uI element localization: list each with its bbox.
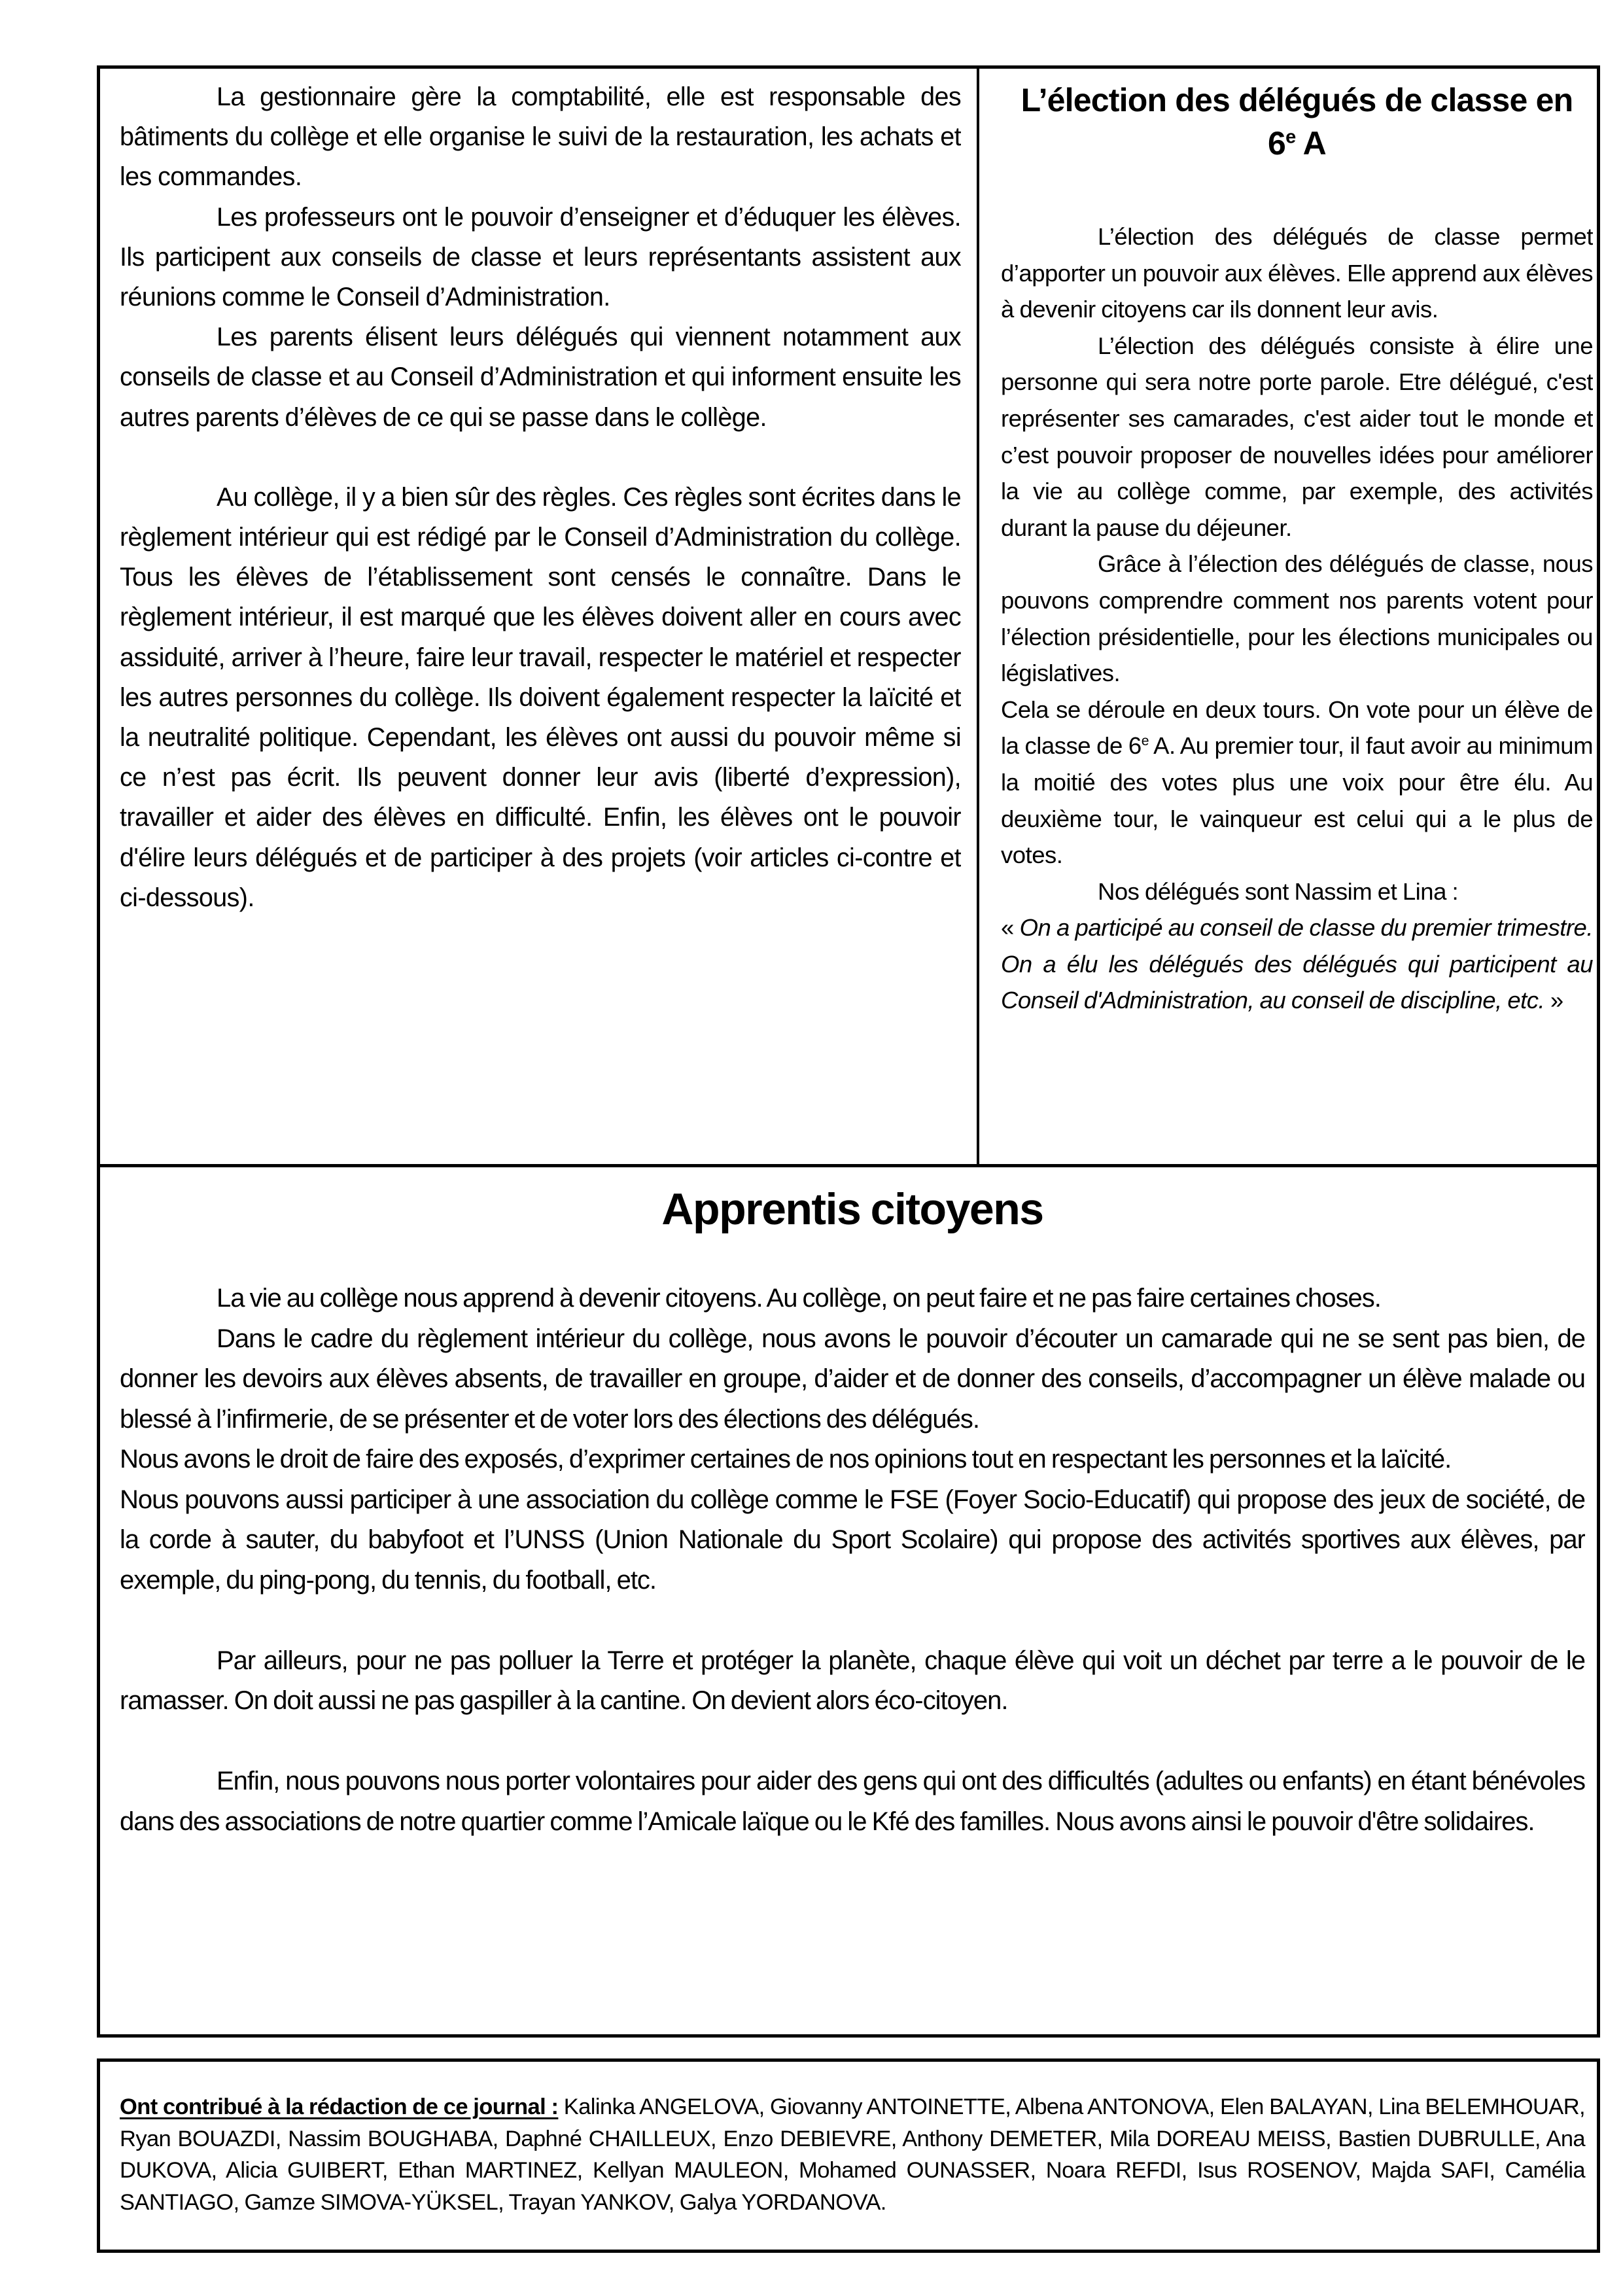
paragraph-gestionnaire: La gestionnaire gère la comptabilité, elle est responsable des bâtiments du collège et elle organise le suivi de la restauration, les achats et les commandes. [120, 82, 961, 192]
paragraph-regles: Au collège, il y a bien sûr des règles. Ces règles sont écrites dans le règlement intérieur qui est rédigé par le Conseil d’Administration du collège. Tous les élèves de l’établissement sont censés le connaître. Dans le règlement intérieur, il est marqué que les élèves doivent aller en cours avec assiduité, arriver à l’heure, faire leur travail, respecter le matériel et respecter les autres personnes du collège. Ils doivent également respecter la laïcité et la neutralité politique. Cependant, les élèves ont aussi du pouvoir même si ce n’est pas écrit. Ils peuvent donner leur avis (liberté d’expression), travailler et aider des élèves en difficulté. Enfin, les élèves ont le pouvoir d'élire leurs délégués et de participer à des projets (voir articles ci-contre et ci-dessous). [120, 482, 961, 912]
article-title: Apprentis citoyens [661, 1184, 1043, 1234]
text: Cela se déroule en deux tours. On vote pour un élève de la classe de 6 [1001, 696, 1593, 760]
title-grade: 6 [1268, 125, 1286, 162]
title-class: A [1295, 125, 1326, 162]
paragraph-deux-tours [1001, 692, 1593, 874]
article-election-delegues [1001, 77, 1593, 1163]
paragraph-spacer [120, 1600, 1585, 1641]
paragraph-nos-delegues: Nos délégués sont Nassim et Lina : [1098, 877, 1459, 905]
article-title [1001, 79, 1593, 165]
paragraph-grace: Grâce à l’élection des délégués de classe, nous pouvons comprendre comment nos parents votent pour l’élection présidentielle, pour les élections municipales ou législatives. [1001, 550, 1593, 687]
text: A. Au premier tour, il faut avoir au minimum la moitié des votes plus une voix pour être élu. Au deuxième tour, le vainqueur est celui qui a le plus de votes. [1001, 732, 1593, 869]
article-roles-and-rules [120, 77, 961, 1150]
paragraph-droit: Nous avons le droit de faire des exposés, d’exprimer certaines de nos opinions tout en respectant les personnes et la laïcité. [120, 1445, 1452, 1474]
contributors-label: Ont contribué à la rédaction de ce journal : [120, 2094, 559, 2119]
quote-text: On a participé au conseil de classe du premier trimestre. On a élu les délégués des délégués qui participent au Conseil d'Administration, au conseil de discipline, etc. [1001, 914, 1593, 1014]
quote-close: » [1544, 987, 1563, 1014]
paragraph-pouvoir: L’élection des délégués de classe permet d’apporter un pouvoir aux élèves. Elle apprend aux élèves à devenir citoyens car ils donnent leur avis. [1001, 223, 1593, 323]
superscript: e [1141, 733, 1149, 749]
contributors-names: Kalinka ANGELOVA, Giovanny ANTOINETTE, Albena ANTONOVA, Elen BALAYAN, Lina BELEMHOUAR, Ryan BOUAZDI, Nassim BOUGHABA, Daphné CHAILLEUX, Enzo DEBIEVRE, Anthony DEMETER, Mila DOREAU MEISS, Bastien DUBRULLE, Ana DUKOVA, Alicia GUIBERT, Ethan MARTINEZ, Kellyan MAULEON, Mohamed OUNASSER, Noara REFDI, Isus ROSENOV, Majda SAFI, Camélia SANTIAGO, Gamze SIMOVA-YÜKSEL, Trayan YANKOV, Galya YORDANOVA. [120, 2094, 1585, 2215]
column-divider [977, 65, 979, 1167]
delegates-quote [1001, 910, 1593, 1019]
title-spacer [120, 1235, 1585, 1279]
paragraph-spacer [120, 1722, 1585, 1762]
paragraph-spacer [120, 438, 961, 478]
title-main: L’élection des délégués de classe en [1021, 82, 1573, 118]
paragraph-professeurs: Les professeurs ont le pouvoir d’enseigner et d’éduquer les élèves. Ils participent aux conseils de classe et leurs représentants assistent aux réunions comme le Conseil d’Administration. [120, 202, 961, 312]
quote-open: « [1001, 914, 1020, 942]
paragraph-solidaires: Enfin, nous pouvons nous porter volontaires pour aider des gens qui ont des difficultés (adultes ou enfants) en étant bénévoles dans des associations de notre quartier comme l’Amicale laïque ou le Kfé des familles. Nous avons ainsi le pouvoir d'être solidaires. [120, 1767, 1585, 1836]
paragraph-porte-parole: L’élection des délégués consiste à élire une personne qui sera notre porte parole. Etre délégué, c'est représenter ses camarades, c'est aider tout le monde et c’est pouvoir proposer de nouvelles idées pour améliorer la vie au collège comme, par exemple, des activités durant la pause du déjeuner. [1001, 332, 1593, 541]
title-spacer [1001, 165, 1593, 219]
contributors-credits [120, 2091, 1585, 2218]
title-superscript: e [1285, 126, 1296, 148]
paragraph-vie-college: La vie au collège nous apprend à devenir citoyens. Au collège, on peut faire et ne pas faire certaines choses. [217, 1284, 1381, 1313]
paragraph-association: Nous pouvons aussi participer à une association du collège comme le FSE (Foyer Socio-Educatif) qui propose des jeux de société, de la corde à sauter, du babyfoot et l’UNSS (Union Nationale du Sport Scolaire) qui propose des activités sportives aux élèves, par exemple, du ping-pong, du tennis, du football, etc. [120, 1485, 1585, 1595]
paragraph-parents: Les parents élisent leurs délégués qui viennent notamment aux conseils de classe et au Conseil d’Administration et qui informent ensuite les autres parents d’élèves de ce qui se passe dans le collège. [120, 323, 961, 432]
article-apprentis-citoyens [120, 1167, 1585, 2031]
paragraph-reglement: Dans le cadre du règlement intérieur du collège, nous avons le pouvoir d’écouter un camarade qui ne se sent pas bien, de donner les devoirs aux élèves absents, de travailler en groupe, d’aider et de donner des conseils, d’accompagner un élève malade ou blessé à l’infirmerie, de se présenter et de voter lors des élections des délégués. [120, 1324, 1585, 1434]
paragraph-eco-citoyen: Par ailleurs, pour ne pas polluer la Terre et protéger la planète, chaque élève qui voit un déchet par terre a le pouvoir de le ramasser. On doit aussi ne pas gaspiller à la cantine. On devient alors éco-citoyen. [120, 1646, 1585, 1715]
